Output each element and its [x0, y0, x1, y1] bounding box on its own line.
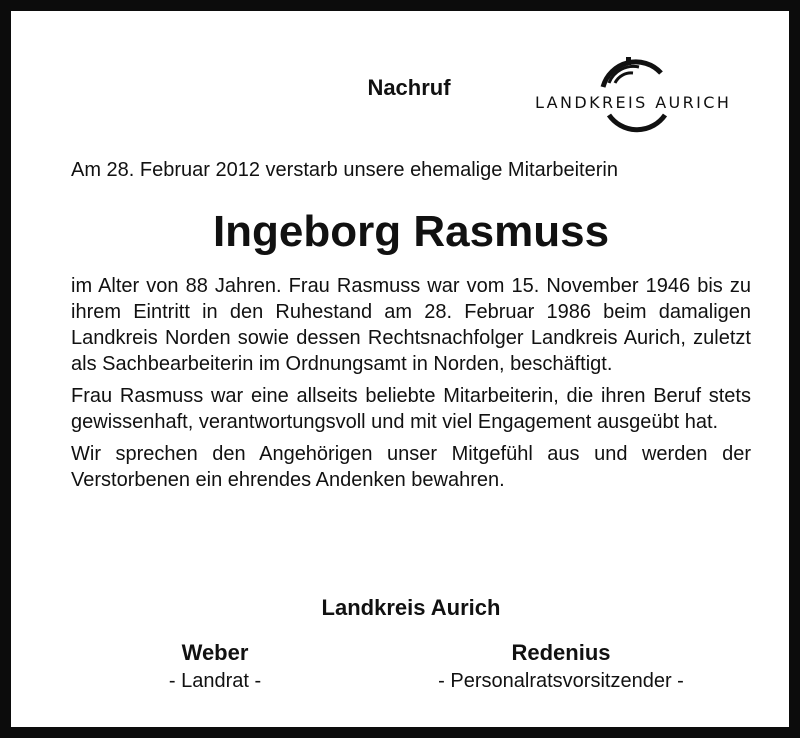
intro-line: Am 28. Februar 2012 verstarb unsere ehemalige Mitarbeiterin	[71, 159, 618, 181]
signatory-role: - Landrat -	[168, 670, 262, 692]
logo-wordmark: LANDKREIS AURICH	[535, 93, 732, 112]
signatory-name: Redenius	[511, 640, 611, 665]
organization-name: Landkreis Aurich	[321, 595, 501, 620]
signatory-name: Weber	[181, 640, 249, 665]
paragraph-condolence: Wir sprechen den Angehörigen unser Mitgefühl aus und werden der Verstorbenen ein ehrendes Andenken bewahren.	[71, 443, 751, 491]
notice-heading: Nachruf	[367, 75, 451, 100]
paragraph-career: im Alter von 88 Jahren. Frau Rasmuss war vom 15. November 1946 bis zu ihrem Eintritt in den Ruhestand am 28. Februar 1986 beim damaligen Landkreis Norden sowie dessen Rechtsnachfolger Landkreis Aurich, zuletzt als Sachbearbeiterin im Ordnungsamt in Norden, beschäftigt.	[71, 275, 751, 375]
signature-block-right	[391, 639, 731, 695]
landkreis-aurich-logo	[531, 53, 761, 143]
signature-block-left	[115, 639, 315, 695]
deceased-name: Ingeborg Rasmuss	[212, 207, 610, 256]
signatory-role: - Personalratsvorsitzender -	[438, 670, 684, 692]
obituary-body	[71, 273, 751, 499]
paragraph-tribute: Frau Rasmuss war eine allseits beliebte Mitarbeiterin, die ihren Beruf stets gewissenhaft, verantwortungsvoll und mit viel Engagement ausgeübt hat.	[71, 385, 751, 433]
